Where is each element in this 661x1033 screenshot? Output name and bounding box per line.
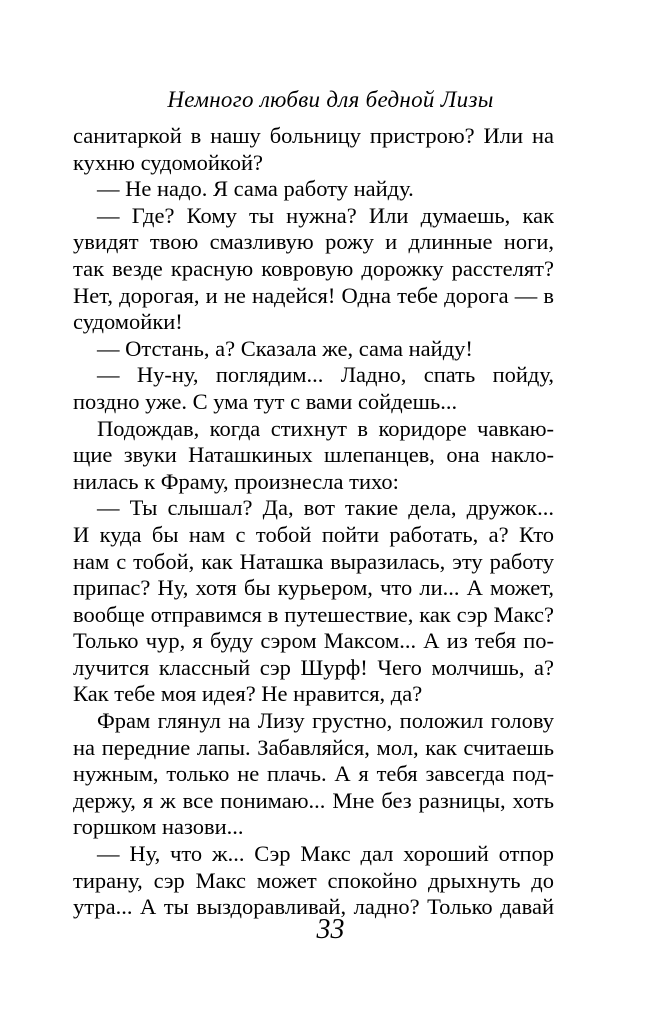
text-line: — Отстань, а? Сказала же, сама найду! xyxy=(97,335,473,361)
text-line: Только чур, я буду сэром Максом... А из тебя по- xyxy=(73,628,554,654)
text-line: судомойки! xyxy=(73,309,183,335)
text-line: лучится классный сэр Шурф! Чего молчишь, а? xyxy=(73,654,554,680)
text-line: нужным, только не плачь. А я тебя завсегда под- xyxy=(73,761,554,787)
text-line: поздно уже. С ума тут с вами сойдешь... xyxy=(73,388,458,414)
text-line: — Ну-ну, поглядим... Ладно, спать пойду, xyxy=(97,362,554,388)
text-line: Подождав, когда стихнут в коридоре чавкаю- xyxy=(97,415,554,441)
text-line: И куда бы нам с тобой пойти работать, а? Кто xyxy=(73,521,554,547)
text-line: Как тебе моя идея? Не нравится, да? xyxy=(73,681,423,707)
text-line: щие звуки Наташкиных шлепанцев, она накло- xyxy=(73,442,554,468)
page-number: 33 xyxy=(316,914,345,945)
text-line: вообще отправимся в путешествие, как сэр Макс? xyxy=(73,601,554,627)
text-line: увидят твою смазливую рожу и длинные ноги, xyxy=(73,229,554,255)
text-line: Фрам глянул на Лизу грустно, положил голову xyxy=(97,708,554,734)
text-line: кухню судомойкой? xyxy=(73,149,263,175)
text-line: горшком назови... xyxy=(73,814,244,840)
text-line: Нет, дорогая, и не надейся! Одна тебе дорога — в xyxy=(73,282,554,308)
text-line: нилась к Фраму, произнесла тихо: xyxy=(73,468,399,494)
text-line: — Где? Кому ты нужна? Или думаешь, как xyxy=(97,202,554,228)
text-line: тирану, сэр Макс может спокойно дрыхнуть до xyxy=(73,867,554,893)
text-line: — Ты слышал? Да, вот такие дела, дружок... xyxy=(97,495,554,521)
text-line: так везде красную ковровую дорожку расстелят? xyxy=(73,255,554,281)
text-line: санитаркой в нашу больницу пристрою? Или на xyxy=(73,123,554,148)
text-line: утра... А ты выздоравливай, ладно? Только давай xyxy=(73,894,554,920)
text-line: — Не надо. Я сама работу найду. xyxy=(97,176,414,202)
text-line: припас? Ну, хотя бы курьером, что ли... А может, xyxy=(73,575,554,601)
text-line: нам с тобой, как Наташка выразилась, эту работу xyxy=(73,548,554,574)
text-line: — Ну, что ж... Сэр Макс дал хороший отпор xyxy=(97,841,554,867)
body-text xyxy=(73,123,554,921)
text-line: на передние лапы. Забавляйся, мол, как считаешь xyxy=(73,734,554,760)
text-line: держу, я ж все понимаю... Мне без разницы, хоть xyxy=(73,787,554,813)
running-head: Немного любви для бедной Лизы xyxy=(167,87,494,112)
